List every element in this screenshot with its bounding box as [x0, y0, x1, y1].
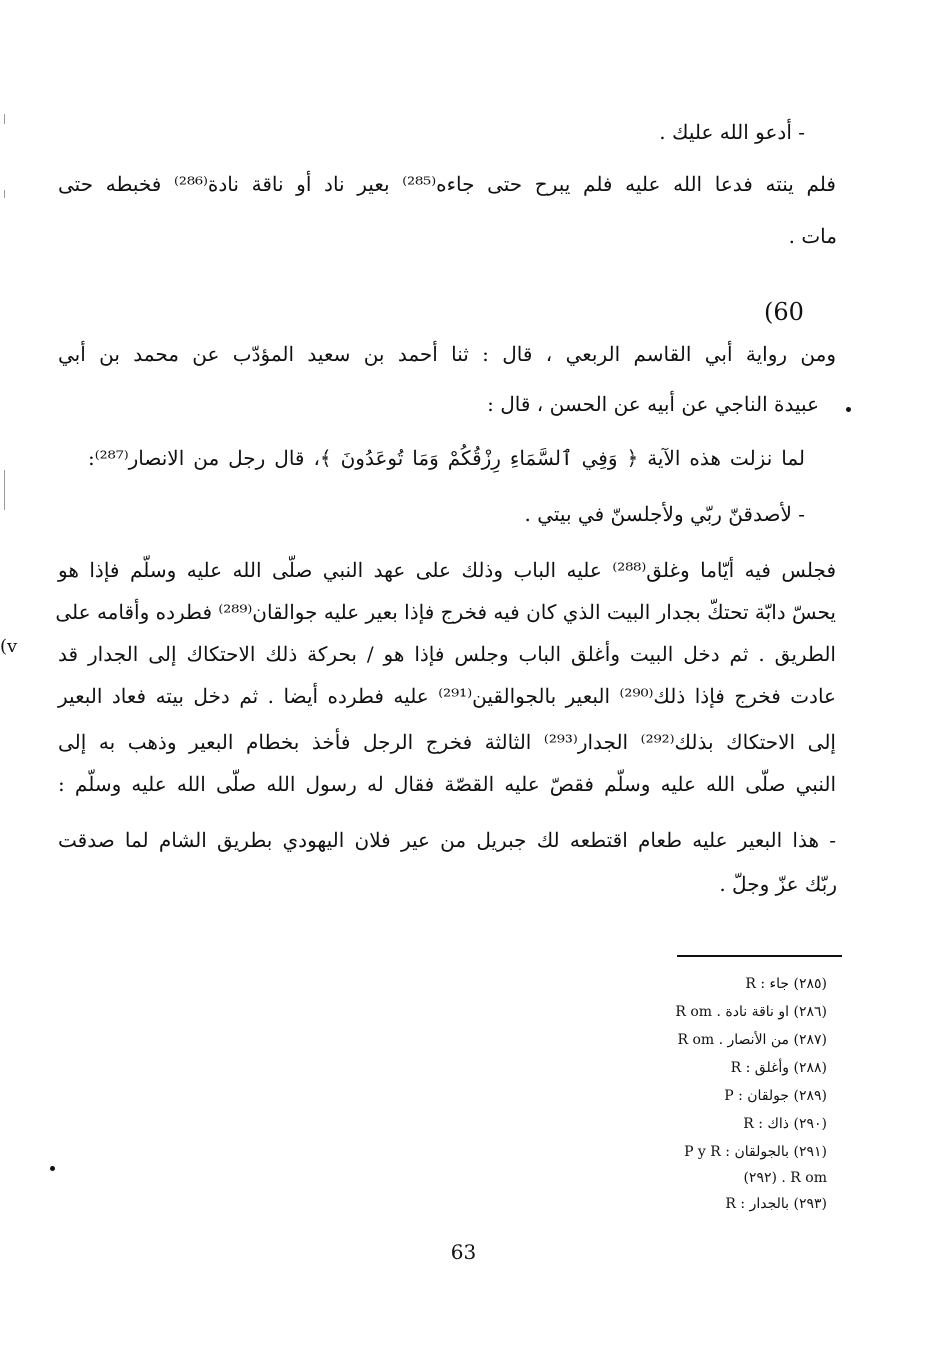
text-line-12: إلى الاحتكاك بذلك⁽²⁹²⁾ الجدار⁽²⁹³⁾ الثالثة فخرج الرجل فأخذ بخطام البعير وذهب به إلى: [58, 730, 836, 754]
text-line-6: لما نزلت هذه الآية ﴿ وَفِي ٱلسَّمَاءِ رِزْقُكُمْ وَمَا تُوعَدُونَ ﴾، قال رجل من الانصار⁽²⁸⁷⁾:: [88, 446, 805, 470]
footnote-291: (٢٩١) بالجولقان : P y R: [684, 1144, 827, 1160]
text-line-14: - هذا البعير عليه طعام اقتطعه لك جبريل من عير فلان اليهودي بطريق الشام لما صدقت: [58, 828, 836, 852]
margin-mark: (v: [0, 636, 18, 657]
text-line-4: ومن رواية أبي القاسم الربعي ، قال : ثنا أحمد بن سعيد المؤدّب عن محمد بن أبي: [58, 342, 836, 366]
footnote-divider: [677, 955, 842, 957]
scan-edge-mark: [4, 114, 5, 124]
text-line-15: ربّك عزّ وجلّ .: [719, 872, 837, 896]
stray-dot: [50, 1166, 55, 1171]
text-line-8: فجلس فيه أيّاما وغلق⁽²⁸⁸⁾ عليه الباب وذلك على عهد النبي صلّى الله عليه وسلّم فإذا هو: [58, 558, 836, 582]
page-number: 63: [450, 1240, 477, 1264]
footnote-290: (٢٩٠) ذاك : R: [743, 1116, 827, 1132]
text-line-11: عادت فخرج فإذا ذلك⁽²⁹⁰⁾ البعير بالجوالقين⁽²⁹¹⁾ عليه فطرده أيضا . ثم دخل بيته فعاد البعير: [58, 684, 836, 708]
footnote-287: (٢٨٧) من الأنصار . R om: [677, 1032, 827, 1048]
footnote-289: (٢٨٩) جولقان : P: [724, 1088, 827, 1104]
bullet-dot: [846, 407, 851, 412]
footnote-285: (٢٨٥) جاء : R: [745, 976, 827, 992]
footnote-293: (٢٩٣) بالجدار : R: [725, 1196, 827, 1212]
text-line-10: الطريق . ثم دخل البيت وأغلق الباب وجلس فإذا هو / بحركة ذلك الاحتكاك إلى الجدار قد: [58, 642, 836, 666]
footnote-286: (٢٨٦) او ناقة نادة . R om: [675, 1004, 827, 1020]
footnote-292: (٢٩٢) . R om: [743, 1170, 827, 1186]
footnote-288: (٢٨٨) وأغلق : R: [730, 1060, 827, 1076]
scan-edge-mark: [4, 470, 5, 510]
text-line-7: - لأصدقنّ ربّي ولأجلسنّ في بيتي .: [524, 502, 805, 526]
text-line-1: - أدعو الله عليك .: [659, 120, 805, 144]
text-line-13: النبي صلّى الله عليه وسلّم فقصّ عليه القصّة فقال له رسول الله صلّى الله عليه وسلّم :: [58, 772, 836, 796]
text-line-3: مات .: [788, 224, 837, 248]
text-line-9: يحسّ دابّة تحتكّ بجدار البيت الذي كان فيه فخرج فإذا بعير عليه جوالقان⁽²⁸⁹⁾ فطرده وأقامه على: [55, 600, 836, 624]
section-number: (60: [764, 298, 804, 326]
text-line-5: عبيدة الناجي عن أبيه عن الحسن ، قال :: [487, 392, 819, 416]
scan-edge-mark: [4, 190, 5, 198]
text-line-2: فلم ينته فدعا الله عليه فلم يبرح حتى جاءه⁽²⁸⁵⁾ بعير ناد أو ناقة نادة⁽²⁸⁶⁾ فخبطه حتى: [58, 172, 836, 196]
